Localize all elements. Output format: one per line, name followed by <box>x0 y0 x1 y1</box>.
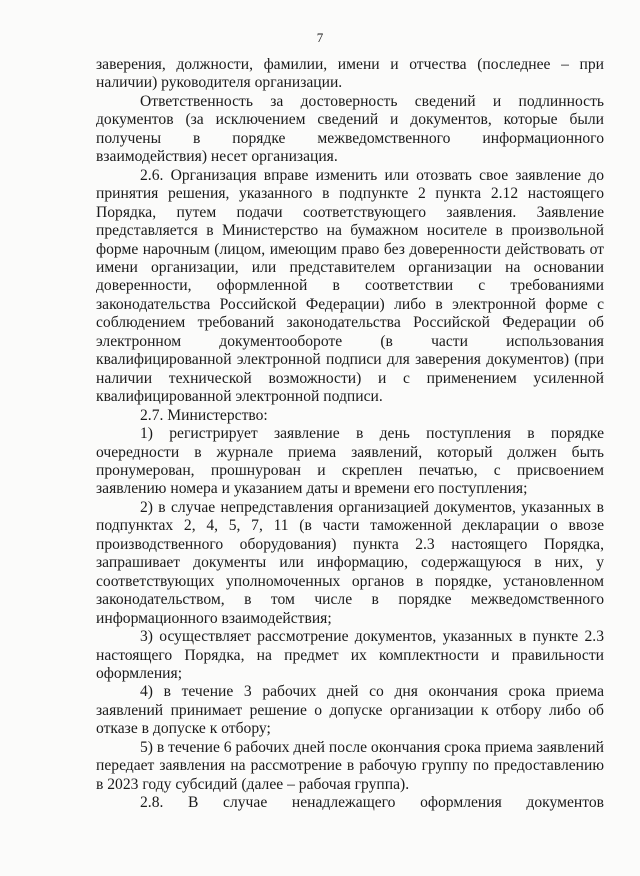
list-item-2-7-1: 1) регистрирует заявление в день поступления в порядке очередности в журнале приема заявлений, который должен быть пронумерован, прошнурован и скреплен печатью, с присвоением заявлению номера и указанием даты и времени его поступления; <box>96 425 604 498</box>
list-item-2-7-2: 2) в случае непредставления организацией документов, указанных в подпунктах 2, 4, 5, 7, 11 (в части таможенной декларации о ввозе производственного оборудования) пункта 2.3 настоящего Порядка, запрашивает документы или информацию, содержащуюся в них, у соответствующих уполномоченных органов в порядке, установленном законодательством, в том числе в порядке межведомственного информационного взаимодействия; <box>96 498 604 627</box>
paragraph-continuation: заверения, должности, фамилии, имени и отчества (последнее – при наличии) руководителя организации. <box>96 56 604 92</box>
paragraph-2-6: 2.6. Организация вправе изменить или отозвать свое заявление до принятия решения, указанного в подпункте 2 пункта 2.12 настоящего Порядка, путем подачи соответствующего заявления. Заявление представляется в Министерство на бумажном носителе в произвольной форме нарочным (лицом, имеющим право без доверенности действовать от имени организации, или представителем организации на основании доверенности, оформленной в соответствии с требованиями законодательства Российской Федерации) либо в электронной форме с соблюдением требований законодательства Российской Федерации об электронном документообороте (в части использования квалифицированной электронной подписи для заверения документов) (при наличии технической возможности) и с применением усиленной квалифицированной электронной подписи. <box>96 166 604 406</box>
document-body <box>96 56 604 813</box>
paragraph-2-8-start: 2.8. В случае ненадлежащего оформления документов <box>140 794 604 812</box>
paragraph-2-7-heading: 2.7. Министерство: <box>140 406 268 424</box>
list-item-2-7-4: 4) в течение 3 рабочих дней со дня окончания срока приема заявлений принимает решение о допуске организации к отбору либо об отказе в допуске к отбору; <box>96 683 604 738</box>
list-item-2-7-3: 3) осуществляет рассмотрение документов, указанных в пункте 2.3 настоящего Порядка, на предмет их комплектности и правильности оформления; <box>96 628 604 682</box>
list-item-2-7-5: 5) в течение 6 рабочих дней после окончания срока приема заявлений передает заявления на рассмотрение в рабочую группу по предоставлению в 2023 году субсидий (далее – рабочая группа). <box>96 738 604 793</box>
paragraph-responsibility: Ответственность за достоверность сведений и подлинность документов (за исключением сведений и документов, которые были получены в порядке межведомственного информационного взаимодействия) несет организация. <box>96 92 604 166</box>
page-number: 7 <box>316 30 324 45</box>
